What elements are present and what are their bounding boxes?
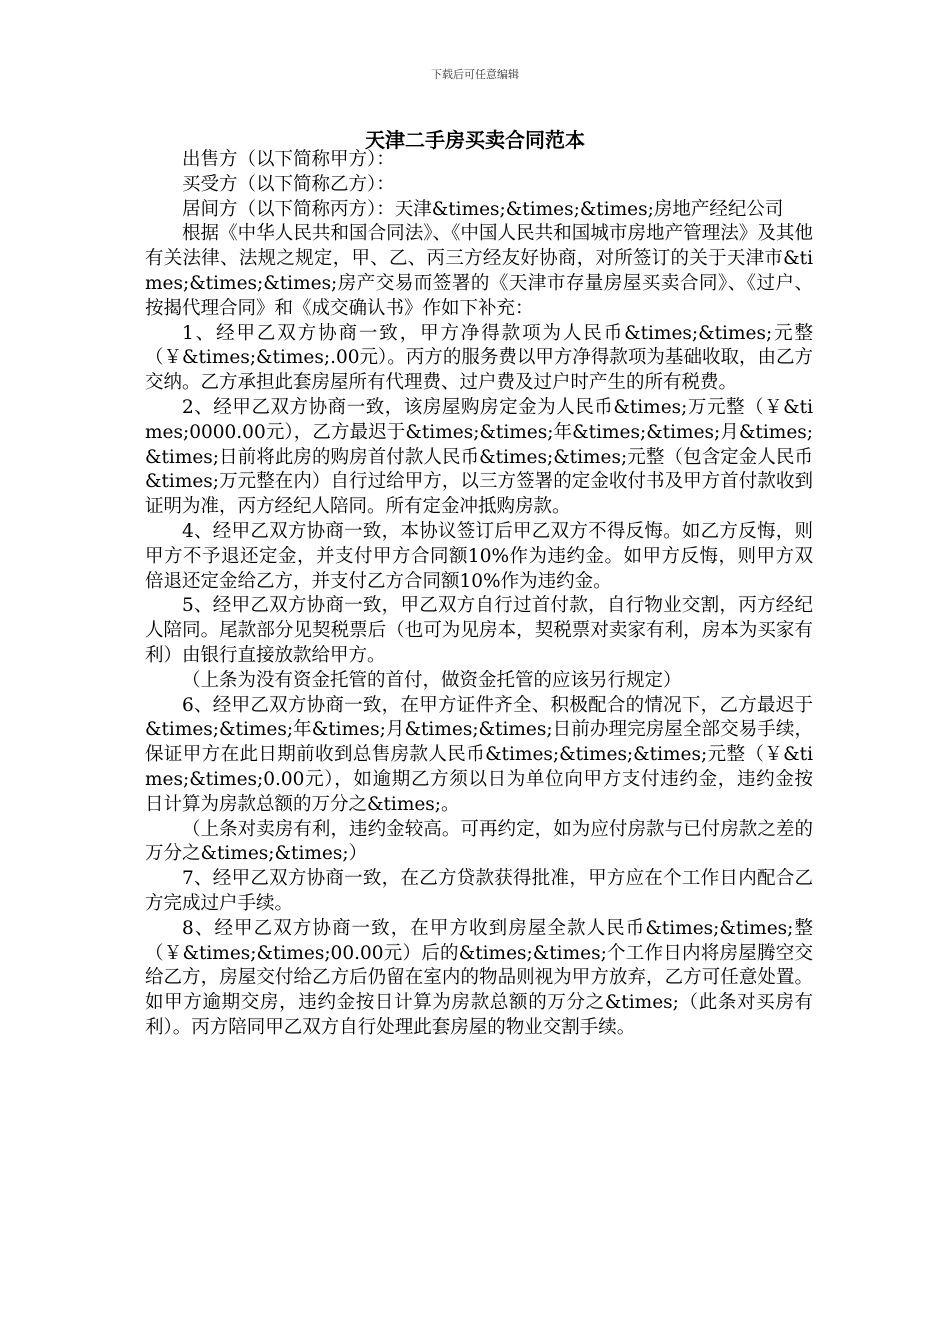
paragraph-clause-5: 5、经甲乙双方协商一致，甲乙双方自行过首付款，自行物业交割，丙方经纪人陪同。尾款部分见契税票后（也可为见房本，契税票对卖家有利，房本为买家有利）由银行直接放款给甲方。 xyxy=(145,595,813,666)
paragraph-clause-1: 1、经甲乙双方协商一致，甲方净得款项为人民币&times;&times;元整（￥&times;&times;.00元）。丙方的服务费以甲方净得款项为基础收取，由乙方交纳。乙方承担此套房屋所有代理费、过户费及过户时产生的所有税费。 xyxy=(145,322,813,394)
paragraph-seller: 出售方（以下简称甲方）： xyxy=(182,149,395,170)
document-title: 天津二手房买卖合同范本 xyxy=(365,128,585,152)
paragraph-agent: 居间方（以下简称丙方）：天津&times;&times;&times;房地产经纪公司 xyxy=(182,198,784,220)
paragraph-clause-7: 7、经甲乙双方协商一致，在乙方贷款获得批准，甲方应在个工作日内配合乙方完成过户手续。 xyxy=(145,868,813,914)
paragraph-preamble: 根据《中华人民共和国合同法》、《中国人民共和国城市房地产管理法》及其他有关法律、法规之规定，甲、乙、丙三方经友好协商，对所签订的关于天津市&times;&times;&times;房产交易而签署的《天津市存量房屋买卖合同》、《过户、按揭代理合同》和《成交确认书》作如下补充： xyxy=(145,223,813,319)
paragraph-note-6: （上条对卖房有利，违约金较高。可再约定，如为应付房款与已付房款之差的万分之&times;&times;） xyxy=(145,818,813,865)
paragraph-buyer: 买受方（以下简称乙方）： xyxy=(182,173,395,195)
paragraph-note-5: （上条为没有资金托管的首付，做资金托管的应该另行规定） xyxy=(182,669,682,691)
paragraph-clause-6: 6、经甲乙双方协商一致，在甲方证件齐全、积极配合的情况下，乙方最迟于&times;&times;年&times;月&times;&times;日前办理完房屋全部交易手续，保证甲方在此日期前收到总售房款人民币&times;&times;&times;元整（￥&times;&times;0.00元），如逾期乙方须以日为单位向甲方支付违约金，违约金按日计算为房款总额的万分之&times;。 xyxy=(145,694,813,815)
paragraph-clause-4: 4、经甲乙双方协商一致，本协议签订后甲乙双方不得反悔。如乙方反悔，则甲方不予退还定金，并支付甲方合同额10%作为违约金。如甲方反悔，则甲方双倍退还定金给乙方，并支付乙方合同额10%作为违约金。 xyxy=(145,520,813,592)
paragraph-clause-2: 2、经甲乙双方协商一致，该房屋购房定金为人民币&times;万元整（￥&times;0000.00元），乙方最迟于&times;&times;年&times;&times;月&times;&times;日前将此房的购房首付款人民币&times;&times;元整（包含定金人民币&times;万元整在内）自行过给甲方，以三方签署的定金收付书及甲方首付款收到证明为准，丙方经纪人陪同。所有定金冲抵购房款。 xyxy=(145,396,813,518)
contract-body xyxy=(145,148,813,1041)
paragraph-clause-8: 8、经甲乙双方协商一致，在甲方收到房屋全款人民币&times;&times;整（￥&times;&times;00.00元）后的&times;&times;个工作日内将房屋腾空交给乙方，房屋交付给乙方后仍留在室内的物品则视为甲方放弃，乙方可任意处置。如甲方逾期交房，违约金按日计算为房款总额的万分之&times;（此条对买房有利）。丙方陪同甲乙双方自行处理此套房屋的物业交割手续。 xyxy=(145,917,813,1038)
header-note: 下载后可任意编辑 xyxy=(431,68,519,81)
